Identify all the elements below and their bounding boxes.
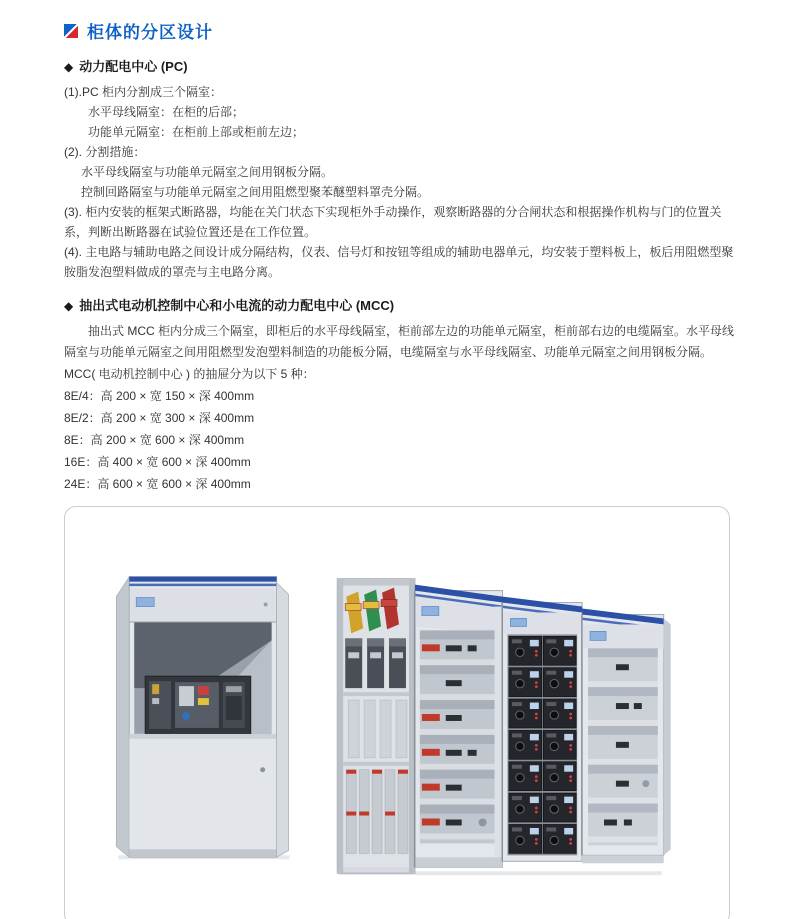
mcc-drawer-intro: MCC( 电动机控制中心 ) 的抽屉分为以下 5 种： [64, 367, 315, 381]
mcc-section-heading [64, 295, 742, 314]
pc-line-8: (4). 主电路与辅助电路之间设计成分隔结构，仪表、信号灯和按钮等组成的辅助电器单元，均安装于塑料板上，板后用阻燃型聚胺脂发泡塑料做成的罩壳与主电路分离。 [64, 245, 734, 279]
pc-line-6: 控制回路隔室与功能单元隔室之间用阻燃型聚苯醚塑料罩壳分隔。 [81, 185, 430, 199]
mcc-shelf-cabinet [415, 585, 503, 868]
page-title-row [64, 18, 742, 43]
vertical-drawer-guides [346, 770, 408, 854]
pc-line-7: (3). 柜内安装的框架式断路器，均能在关门状态下实现柜外手动操作，观察断路器的分合闸状态和根据操作机构与门的位置关系，判断出断路器在试验位置还是在工作位置。 [64, 205, 722, 239]
open-door-edge [277, 583, 289, 858]
pc-line-2: 水平母线隔室：在柜的后部； [88, 105, 245, 119]
pc-heading-text: 动力配电中心 (PC) [79, 59, 188, 74]
pc-section-heading [64, 56, 742, 75]
pc-line-1: (1).PC 柜内分割成三个隔室： [64, 85, 223, 99]
drawer-spec-24e: 24E：高 600 × 宽 600 × 深 400mm [64, 477, 251, 491]
diamond-bullet-icon: ◆ [64, 60, 74, 74]
pc-line-5: 水平母线隔室与功能单元隔室之间用钢板分隔。 [81, 165, 334, 179]
mcc-empty-cabinet [582, 609, 671, 864]
page-title: 柜体的分区设计 [87, 23, 213, 42]
pc-cabinet [116, 577, 289, 860]
circuit-breaker [145, 676, 250, 734]
fuse-units [345, 638, 406, 688]
diagonal-split-square-icon [64, 24, 78, 38]
drawer-spec-16e: 16E：高 400 × 宽 600 × 深 400mm [64, 455, 251, 469]
switchgear-cabinets-photo [65, 507, 729, 919]
drawer-spec-8e4: 8E/4：高 200 × 宽 150 × 深 400mm [64, 389, 255, 403]
pc-line-4: (2). 分割措施： [64, 145, 146, 159]
diamond-bullet-icon: ◆ [64, 299, 74, 313]
mcc-busbar-cabinet [337, 579, 415, 874]
mcc-cabinet-row [337, 579, 670, 876]
section-mcc [64, 295, 742, 495]
drawer-spec-8e2: 8E/2：高 200 × 宽 300 × 深 400mm [64, 411, 255, 425]
mcc-drawer-cabinet [502, 597, 582, 862]
mcc-paragraph: 抽出式 MCC 柜内分成三个隔室，即柜后的水平母线隔室，柜前部左边的功能单元隔室，柜前部右边的电缆隔室。水平母线隔室与功能单元隔室之间用阻燃型发泡塑料制造的功能板分隔，电缆隔室与水平母线隔室、功能单元隔室之间用钢板分隔。 [64, 324, 735, 359]
pc-line-3: 功能单元隔室：在柜前上部或柜前左边； [88, 125, 305, 139]
cabinet-photo-frame [64, 506, 730, 919]
mcc-heading-text: 抽出式电动机控制中心和小电流的动力配电中心 (MCC) [79, 298, 395, 313]
shelf-rows [420, 630, 496, 839]
section-pc [64, 56, 742, 282]
drawer-spec-8e: 8E：高 200 × 宽 600 × 深 400mm [64, 433, 245, 447]
